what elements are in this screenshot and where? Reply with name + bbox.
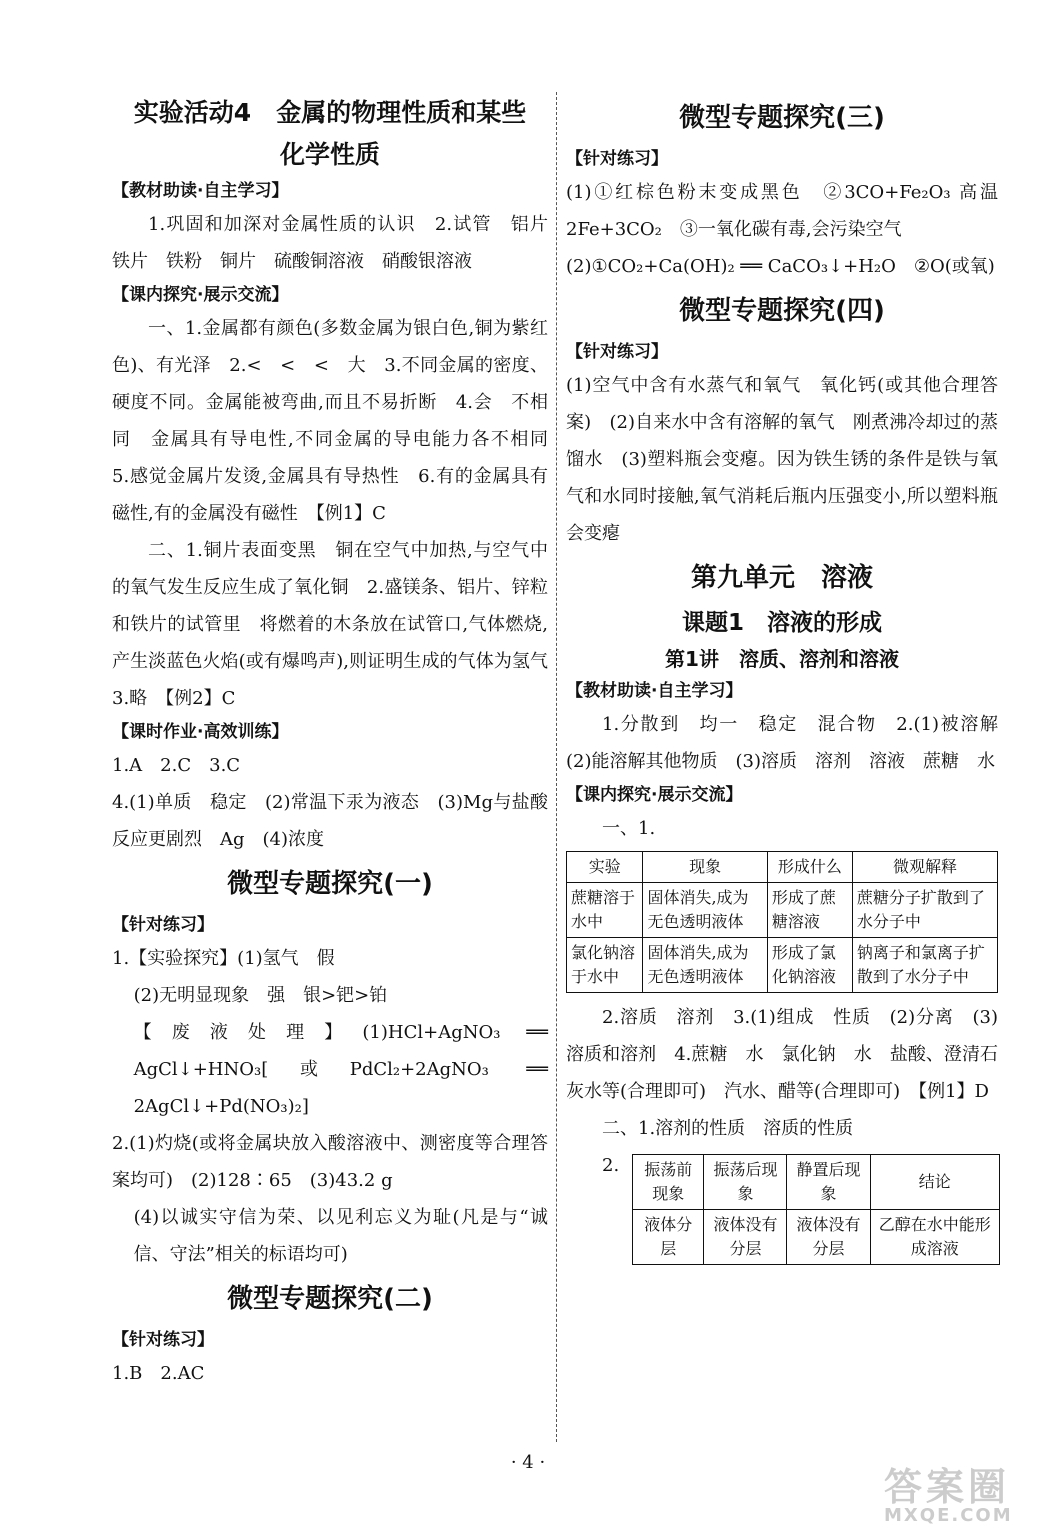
table-cell: 液体没有分层 (787, 1210, 870, 1265)
answer-line: 2. (602, 1155, 620, 1176)
answer-paragraph: (1)空气中含有水蒸气和氧气 氧化钙(或其他合理答案) (2)自来水中含有溶解的氧气 刚煮沸冷却过的蒸馏水 (3)塑料瓶会变瘪。因为铁生锈的条件是铁与氧气和水同时接触,氧气消耗后瓶内压强变小,所以塑料瓶会变瘪 (566, 375, 998, 544)
table-header: 形成什么 (767, 852, 852, 883)
table-cell: 氯化钠溶于水中 (567, 938, 643, 993)
table-header: 现象 (643, 852, 767, 883)
lesson-title: 课题1 溶液的形成 (681, 610, 882, 636)
answer-paragraph: 1.分散到 均一 稳定 混合物 2.(1)被溶解 (2)能溶解其他物质 (3)溶质 溶剂 溶液 蔗糖 水 (566, 714, 1016, 772)
answer-line: 二、1.溶剂的性质 溶质的性质 (602, 1118, 854, 1139)
page-number: · 4 · (510, 1452, 546, 1473)
answer-line: 【废液处理】(1)HCl+AgNO₃ ══ AgCl↓+HNO₃[或PdCl₂+2AgNO₃ ══ 2AgCl↓+Pd(NO₃)₂] (133, 1022, 548, 1117)
table-header: 振荡前现象 (633, 1155, 704, 1210)
table-header: 振荡后现象 (704, 1155, 787, 1210)
watermark-logo (884, 1456, 1034, 1526)
micro-topic-title: 微型专题探究(四) (679, 296, 885, 326)
tag-homework: 【课时作业·高效训练】 (112, 722, 289, 742)
table-cell: 固体消失,成为无色透明液体 (643, 938, 767, 993)
section-title: 实验活动4 金属的物理性质和某些 (133, 98, 527, 127)
tag-class-inquiry: 【课内探究·展示交流】 (112, 285, 289, 305)
column-divider (556, 92, 557, 1442)
answer-line: 1.【实验探究】(1)氢气 假 (112, 948, 335, 969)
table-header: 静置后现象 (787, 1155, 870, 1210)
table-cell: 钠离子和氯离子扩散到了水分子中 (852, 938, 997, 993)
answer-line: (4)以诚实守信为荣、以见利忘义为耻(凡是与“诚信、守法”相关的标语均可) (133, 1207, 548, 1265)
table-header: 实验 (567, 852, 643, 883)
answer-line: (2)无明显现象 强 银>钯>铂 (133, 985, 388, 1006)
answer-paragraph: (1)①红棕色粉末变成黑色 ②3CO+Fe₂O₃ 高温 2Fe+3CO₂ ③一氧化碳有毒,会污染空气 (566, 182, 998, 240)
tag-practice: 【针对练习】 (566, 342, 668, 362)
answer-line: 1.B 2.AC (112, 1363, 205, 1384)
tag-class-inquiry: 【课内探究·展示交流】 (566, 785, 743, 805)
table-row (567, 938, 998, 993)
table-row (567, 883, 998, 938)
answer-paragraph: 一、1.金属都有颜色(多数金属为银白色,铜为紫红色)、有光泽 2.< < < 大 3.不同金属的密度、硬度不同。金属能被弯曲,而且不易折断 4.会 不相同 金属具有导电性,不同金属的导电能力各不相同 5.感觉金属片发烫,金属具有导热性 6.有的金属具有磁性,有的金属没有磁性 【例1】C (112, 318, 566, 524)
micro-topic-title: 微型专题探究(二) (227, 1284, 433, 1314)
dissolution-table (566, 851, 998, 993)
table-cell: 形成了蔗糖溶液 (767, 883, 852, 938)
left-column (112, 92, 566, 1392)
answer-line: 2.(1)灼烧(或将金属块放入酸溶液中、测密度等合理答案均可) (2)128∶65 (3)43.2 g (112, 1133, 548, 1191)
tag-textbook-guide: 【教材助读·自主学习】 (566, 681, 743, 701)
table-cell: 形成了氯化钠溶液 (767, 938, 852, 993)
table-cell: 液体没有分层 (704, 1210, 787, 1265)
answer-paragraph: 二、1.铜片表面变黑 铜在空气中加热,与空气中的氧气发生反应生成了氧化铜 2.盛镁条、铝片、锌粒和铁片的试管里 将燃着的木条放在试管口,气体燃烧,产生淡蓝色火焰(或有爆鸣声),则证明生成的气体为氢气 3.略 【例2】C (112, 540, 566, 709)
answer-line: 4.(1)单质 稳定 (2)常温下汞为液态 (3)Mg与盐酸反应更剧烈 Ag (4)浓度 (112, 792, 548, 850)
right-column (566, 92, 1016, 1265)
table-header: 结论 (870, 1155, 1000, 1210)
watermark-text: 答案圈 (884, 1465, 1011, 1509)
answer-line: 一、1. (602, 818, 656, 839)
ethanol-table (632, 1154, 1000, 1265)
section-title-line2: 化学性质 (279, 140, 380, 169)
micro-topic-title: 微型专题探究(一) (227, 869, 433, 899)
answer-paragraph: (2)①CO₂+Ca(OH)₂ ══ CaCO₃↓+H₂O ②O(或氧) (566, 256, 995, 277)
lecture-title: 第1讲 溶质、溶剂和溶液 (665, 647, 899, 671)
micro-topic-title: 微型专题探究(三) (679, 103, 885, 133)
table-cell: 固体消失,成为无色透明液体 (643, 883, 767, 938)
table-cell: 蔗糖溶于水中 (567, 883, 643, 938)
table-cell: 乙醇在水中能形成溶液 (870, 1210, 1000, 1265)
answer-paragraph: 1.巩固和加深对金属性质的认识 2.试管 铝片 铁片 铁粉 铜片 硫酸铜溶液 硝酸银溶液 (112, 214, 566, 272)
table-cell: 液体分层 (633, 1210, 704, 1265)
table-header: 微观解释 (852, 852, 997, 883)
table-cell: 蔗糖分子扩散到了水分子中 (852, 883, 997, 938)
tag-practice: 【针对练习】 (112, 915, 214, 935)
tag-practice: 【针对练习】 (566, 149, 668, 169)
tag-practice: 【针对练习】 (112, 1330, 214, 1350)
watermark-url: MXQE.COM (884, 1505, 1013, 1526)
table-row (633, 1210, 1000, 1265)
answer-line: 1.A 2.C 3.C (112, 755, 241, 776)
answer-paragraph: 2.溶质 溶剂 3.(1)组成 性质 (2)分离 (3)溶质和溶剂 4.蔗糖 水 氯化钠 水 盐酸、澄清石灰水等(合理即可) 汽水、醋等(合理即可) 【例1】D (566, 1007, 998, 1102)
tag-textbook-guide: 【教材助读·自主学习】 (112, 181, 289, 201)
unit-title: 第九单元 溶液 (690, 563, 873, 593)
